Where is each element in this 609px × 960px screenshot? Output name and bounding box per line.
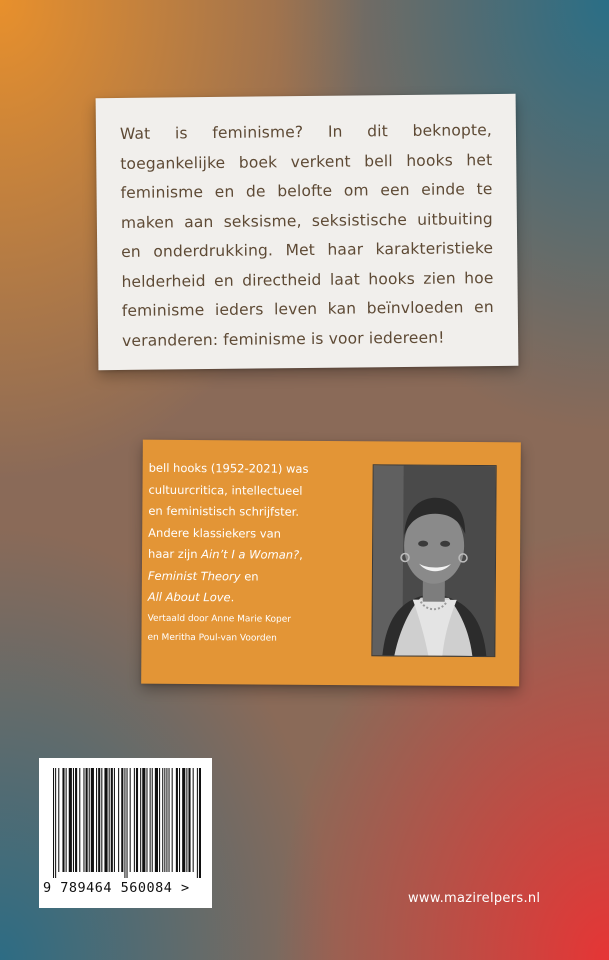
barcode-bar — [86, 768, 88, 872]
book-title-all-about-love: All About Love — [147, 589, 231, 605]
author-portrait-illustration — [372, 465, 495, 656]
barcode-bar — [79, 768, 80, 872]
barcode-bar — [96, 768, 97, 872]
barcode-bar — [58, 768, 59, 872]
barcode-bar — [134, 768, 135, 872]
barcode-bar — [146, 768, 147, 872]
translator-line: en Meritha Poul-van Voorden — [147, 632, 277, 644]
author-bio-line: Andere klassiekers van — [148, 525, 281, 541]
barcode-bars — [51, 768, 201, 878]
barcode-bar — [136, 768, 138, 872]
barcode-bar — [98, 768, 100, 872]
barcode-bar — [118, 768, 119, 872]
barcode-bar — [53, 768, 54, 878]
barcode-bar — [104, 768, 107, 872]
barcode-bar — [193, 768, 194, 872]
barcode-bar — [55, 768, 56, 878]
author-bio-line — [148, 565, 358, 588]
barcode-bar — [111, 768, 113, 872]
barcode-bar — [89, 768, 90, 872]
barcode-bar — [142, 768, 145, 872]
bio-prefix: haar zijn — [148, 546, 202, 562]
barcode-bar — [73, 768, 74, 872]
book-title-feminist-theory: Feminist Theory — [147, 568, 241, 583]
barcode-bar — [140, 768, 141, 872]
author-card — [141, 440, 521, 687]
barcode-bar — [182, 768, 185, 872]
barcode-bar — [199, 768, 201, 878]
barcode-bar — [127, 768, 128, 878]
translator-line: Vertaald door Anne Marie Koper — [147, 613, 292, 625]
barcode-bar — [155, 768, 158, 872]
barcode-bar — [186, 768, 187, 872]
author-bio — [148, 458, 359, 610]
publisher-url[interactable]: www.mazirelpers.nl — [408, 891, 541, 906]
barcode-bar — [152, 768, 153, 872]
author-photo — [371, 464, 496, 657]
barcode-bar — [124, 768, 125, 878]
barcode-bar — [197, 768, 198, 878]
author-bio-line: en feministisch schrijfster. — [148, 503, 300, 519]
bio-punct: , — [299, 547, 303, 562]
author-bio-line — [148, 587, 358, 610]
isbn-barcode — [39, 758, 212, 908]
book-title-aint-i-a-woman: Ain’t I a Woman? — [201, 547, 300, 562]
barcode-bar — [66, 768, 67, 872]
barcode-bar — [172, 768, 173, 872]
isbn-number: 9 789464 560084 > — [43, 880, 190, 896]
barcode-bar — [176, 768, 178, 872]
barcode-bar — [101, 768, 102, 872]
barcode-bar — [75, 768, 77, 872]
blurb-text: Wat is feminisme? In dit beknopte, toegankelijke boek verkent bell hooks het feminisme en de belofte om een einde te maken aan seksisme, seksistische uitbuiting en onderdrukking. Met haar karakteristieke helderheid en directheid laat hooks zien hoe feminisme ieders leven kan beïnvloeden en veranderen: feminisme is voor iedereen! — [119, 121, 494, 350]
barcode-bar — [166, 768, 167, 872]
barcode-bar — [109, 768, 110, 872]
barcode-bar — [188, 768, 190, 872]
bio-conjunction: en — [240, 568, 259, 583]
barcode-bar — [179, 768, 180, 872]
barcode-bar — [169, 768, 170, 872]
author-bio-line: cultuurcriticа, intellectueel — [148, 482, 303, 498]
barcode-bar — [159, 768, 160, 872]
author-bio-line — [148, 544, 358, 567]
barcode-bar — [162, 768, 163, 872]
translator-credit — [147, 610, 357, 649]
bio-punct: . — [230, 590, 235, 605]
barcode-bar — [164, 768, 165, 872]
barcode-bar — [130, 768, 131, 872]
barcode-bar — [91, 768, 94, 872]
blurb-card — [96, 94, 519, 370]
barcode-bar — [121, 768, 123, 872]
barcode-bar — [114, 768, 115, 872]
barcode-bar — [69, 768, 72, 872]
barcode-bar — [150, 768, 151, 872]
barcode-bar — [83, 768, 84, 872]
barcode-bar — [62, 768, 64, 872]
author-bio-line: bell hooks (1952-2021) was — [148, 460, 309, 476]
